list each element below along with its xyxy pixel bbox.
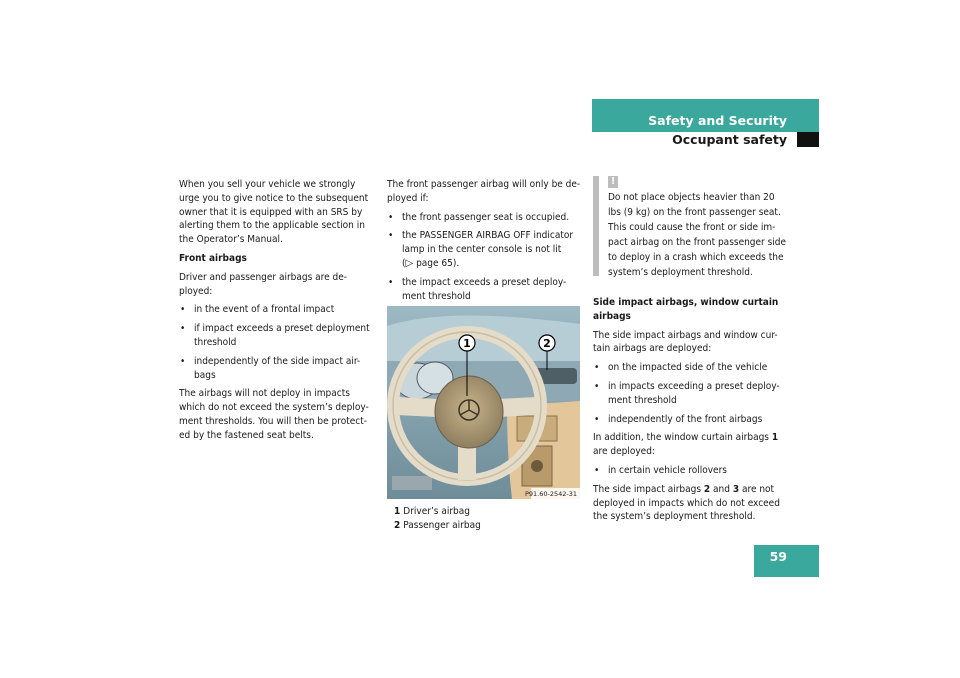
photo-caption (394, 505, 481, 533)
page-ref-arrow-icon: ▷ (405, 257, 414, 269)
caption-text: Driver’s airbag (403, 506, 470, 517)
curtain-airbags-paragraph (593, 431, 793, 459)
ref-number: 1 (771, 432, 779, 444)
caption-number: 2 (394, 519, 401, 531)
passenger-airbag-lead: The front passenger airbag will only be de-ployed if: (387, 179, 581, 204)
list-item: • if impact exceeds a preset deployment threshold (179, 322, 376, 350)
column-3 (593, 296, 793, 529)
warning-note (593, 176, 789, 276)
note-text: Do not place objects heavier than 20 lbs (9 kg) on the front passenger seat. This could cause the front or side im-pact airbag on the front passenger side to deploy in a crash which exceeds the system’s deployment threshold. (608, 192, 787, 278)
side-airbags-list (593, 361, 793, 426)
text: In addition, the window curtain airbags (593, 432, 769, 444)
list-item: • independently of the side impact air-bags (179, 355, 376, 383)
text: The side impact airbags (593, 483, 702, 495)
header-marker (797, 132, 819, 147)
column-2 (387, 178, 583, 308)
side-airbags-heading: Side impact airbags, window curtain airbags (593, 297, 779, 322)
side-airbags-lead: The side impact airbags and window cur-tain airbags are deployed: (593, 329, 778, 355)
dashboard-illustration (387, 306, 580, 499)
airbag-location-photo (387, 306, 580, 499)
passenger-airbag-list (387, 211, 583, 304)
callout-2: 2 (543, 337, 551, 350)
section-title: Safety and Security (648, 113, 787, 128)
front-airbags-lead: Driver and passenger airbags are de-ployed: (179, 271, 348, 297)
note-content (608, 176, 788, 280)
caption-item (394, 505, 481, 519)
intro-paragraph: When you sell your vehicle we strongly urge you to give notice to the subsequent owner that it is equipped with an SRS by alerting them to the applicable section in the Operator’s Manual. (179, 179, 369, 246)
text: are not deployed in impacts which do not exceed the system’s deployment threshold. (593, 483, 780, 523)
list-item: • in certain vehicle rollovers (593, 464, 793, 478)
caption-item (394, 519, 481, 533)
list-item: • the PASSENGER AIRBAG OFF indicator lamp in the center console is not lit (▷ page 65). (387, 229, 583, 270)
text: are deployed: (593, 446, 655, 458)
subsection-title: Occupant safety (672, 132, 787, 147)
list-item: • in the event of a frontal impact (179, 303, 376, 317)
callout-1: 1 (463, 337, 471, 350)
text: and (713, 483, 730, 495)
front-airbags-heading: Front airbags (179, 252, 247, 264)
list-item: • the front passenger seat is occupied. (387, 211, 583, 225)
caption-number: 1 (394, 506, 401, 517)
section-header-bar (592, 99, 819, 132)
ref-number: 2 (703, 483, 711, 495)
front-airbags-list (179, 303, 376, 382)
list-item: • on the impacted side of the vehicle (593, 361, 793, 375)
list-item-text: the PASSENGER AIRBAG OFF indicator lamp in the center console is not lit (402, 230, 574, 256)
image-code: P91.60-2542-31 (524, 490, 577, 498)
caption-text: Passenger airbag (403, 519, 481, 531)
warning-icon: ! (608, 176, 618, 188)
note-bar (593, 176, 599, 276)
page-number: 59 (754, 545, 819, 577)
list-item: • independently of the front airbags (593, 413, 793, 427)
page-reference-link[interactable]: page 65). (416, 257, 460, 269)
front-airbags-closing: The airbags will not deploy in impacts which do not exceed the system’s deploy-ment thresholds. You will then be protect-ed by the fastened seat belts. (179, 388, 369, 441)
curtain-airbags-list (593, 464, 793, 478)
side-airbags-closing (593, 483, 793, 524)
ref-number: 3 (732, 483, 740, 495)
list-item: • in impacts exceeding a preset deploy-ment threshold (593, 380, 793, 408)
column-1 (179, 178, 376, 448)
list-item: • the impact exceeds a preset deploy-ment threshold (387, 276, 583, 304)
